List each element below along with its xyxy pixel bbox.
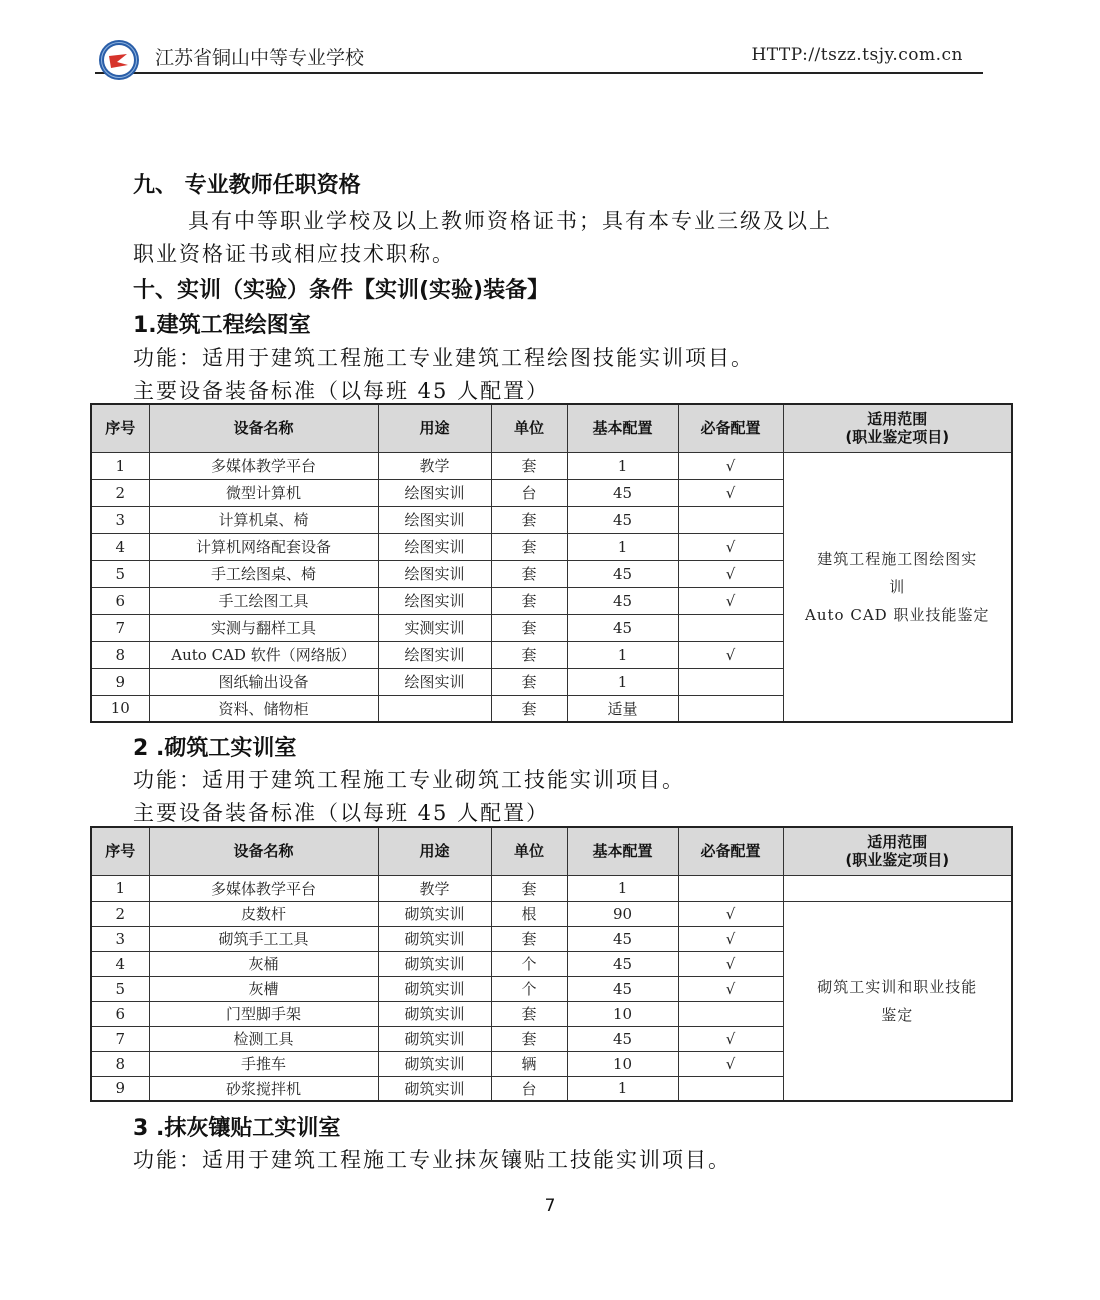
col-no: 序号 xyxy=(91,404,149,452)
cell-basic: 45 xyxy=(567,479,678,506)
cell-required: √ xyxy=(678,533,783,560)
room1-scope-line3: Auto CAD 职业技能鉴定 xyxy=(805,605,990,624)
cell-unit: 套 xyxy=(491,506,567,533)
cell-basic: 45 xyxy=(567,976,678,1001)
cell-use: 砌筑实训 xyxy=(378,1001,491,1026)
cell-use: 砌筑实训 xyxy=(378,1026,491,1051)
school-name: 江苏省铜山中等专业学校 xyxy=(155,47,365,69)
cell-basic: 1 xyxy=(567,533,678,560)
cell-no: 9 xyxy=(91,1076,149,1101)
cell-use: 绘图实训 xyxy=(378,668,491,695)
cell-basic: 1 xyxy=(567,875,678,901)
table-row xyxy=(91,452,1012,479)
cell-required: √ xyxy=(678,1051,783,1076)
col-required: 必备配置 xyxy=(678,404,783,452)
col-name: 设备名称 xyxy=(149,404,378,452)
cell-no: 5 xyxy=(91,560,149,587)
cell-basic: 45 xyxy=(567,926,678,951)
room2-function: 功能：适用于建筑工程施工专业砌筑工技能实训项目。 xyxy=(133,768,685,792)
col-scope xyxy=(783,404,1012,452)
room1-scope-cell xyxy=(783,452,1012,722)
cell-basic: 1 xyxy=(567,452,678,479)
cell-name: 门型脚手架 xyxy=(149,1001,378,1026)
cell-use: 教学 xyxy=(378,452,491,479)
cell-no: 10 xyxy=(91,695,149,722)
cell-unit: 套 xyxy=(491,560,567,587)
cell-basic: 10 xyxy=(567,1051,678,1076)
room1-title: 1.建筑工程绘图室 xyxy=(133,313,311,338)
col-unit: 单位 xyxy=(491,827,567,875)
room1-equipment-table xyxy=(90,403,1013,723)
cell-unit: 套 xyxy=(491,587,567,614)
school-emblem-icon xyxy=(97,38,141,82)
cell-basic: 1 xyxy=(567,668,678,695)
cell-no: 2 xyxy=(91,479,149,506)
cell-required xyxy=(678,695,783,722)
cell-required: √ xyxy=(678,926,783,951)
cell-no: 2 xyxy=(91,901,149,926)
cell-unit: 套 xyxy=(491,452,567,479)
cell-unit: 套 xyxy=(491,668,567,695)
cell-required: √ xyxy=(678,976,783,1001)
col-name: 设备名称 xyxy=(149,827,378,875)
cell-required xyxy=(678,875,783,901)
cell-unit: 套 xyxy=(491,1026,567,1051)
cell-basic: 45 xyxy=(567,560,678,587)
cell-name: 手工绘图工具 xyxy=(149,587,378,614)
col-use: 用途 xyxy=(378,827,491,875)
col-use: 用途 xyxy=(378,404,491,452)
cell-required: √ xyxy=(678,560,783,587)
room2-scope-line2: 鉴定 xyxy=(881,1005,914,1024)
cell-required xyxy=(678,668,783,695)
cell-no: 4 xyxy=(91,533,149,560)
col-scope-line1: 适用范围 xyxy=(867,833,928,852)
cell-required: √ xyxy=(678,641,783,668)
cell-name: 计算机桌、椅 xyxy=(149,506,378,533)
cell-use: 绘图实训 xyxy=(378,479,491,506)
table-row xyxy=(91,875,1012,901)
cell-unit: 套 xyxy=(491,875,567,901)
cell-required: √ xyxy=(678,452,783,479)
cell-required: √ xyxy=(678,951,783,976)
cell-use: 砌筑实训 xyxy=(378,951,491,976)
cell-use: 砌筑实训 xyxy=(378,976,491,1001)
cell-unit: 套 xyxy=(491,641,567,668)
section9-para-line1: 具有中等职业学校及以上教师资格证书；具有本专业三级及以上 xyxy=(188,209,832,233)
cell-no: 9 xyxy=(91,668,149,695)
room2-equipment-table xyxy=(90,826,1013,1102)
cell-use: 绘图实训 xyxy=(378,641,491,668)
room2-title: 2 .砌筑工实训室 xyxy=(133,736,297,761)
cell-required xyxy=(678,614,783,641)
col-basic: 基本配置 xyxy=(567,827,678,875)
cell-name: 微型计算机 xyxy=(149,479,378,506)
col-scope-line2: (职业鉴定项目) xyxy=(845,851,950,870)
section9-para-line2: 职业资格证书或相应技术职称。 xyxy=(133,242,455,266)
page-number: 7 xyxy=(544,1196,556,1216)
cell-name: 计算机网络配套设备 xyxy=(149,533,378,560)
cell-use: 绘图实训 xyxy=(378,506,491,533)
col-unit: 单位 xyxy=(491,404,567,452)
cell-no: 7 xyxy=(91,1026,149,1051)
room1-standard: 主要设备装备标准（以每班 45 人配置） xyxy=(133,379,550,403)
cell-name: Auto CAD 软件（网络版） xyxy=(149,641,378,668)
cell-no: 8 xyxy=(91,1051,149,1076)
cell-required xyxy=(678,506,783,533)
cell-unit: 套 xyxy=(491,533,567,560)
cell-no: 4 xyxy=(91,951,149,976)
room1-scope-line1: 建筑工程施工图绘图实 xyxy=(817,549,978,568)
room2-scope-line1: 砌筑工实训和职业技能 xyxy=(817,977,978,996)
cell-use: 砌筑实训 xyxy=(378,926,491,951)
cell-basic: 45 xyxy=(567,614,678,641)
cell-unit: 套 xyxy=(491,1001,567,1026)
cell-no: 3 xyxy=(91,926,149,951)
cell-required: √ xyxy=(678,1026,783,1051)
cell-use: 砌筑实训 xyxy=(378,1051,491,1076)
room2-standard: 主要设备装备标准（以每班 45 人配置） xyxy=(133,801,550,825)
cell-required: √ xyxy=(678,479,783,506)
cell-required: √ xyxy=(678,587,783,614)
cell-unit: 个 xyxy=(491,951,567,976)
cell-basic: 45 xyxy=(567,587,678,614)
cell-name: 图纸输出设备 xyxy=(149,668,378,695)
table-header-row xyxy=(91,827,1012,875)
cell-use: 砌筑实训 xyxy=(378,901,491,926)
cell-unit: 台 xyxy=(491,479,567,506)
section10-title: 十、实训（实验）条件【实训(实验)装备】 xyxy=(133,278,550,303)
cell-no: 1 xyxy=(91,875,149,901)
cell-name: 手工绘图桌、椅 xyxy=(149,560,378,587)
cell-name: 手推车 xyxy=(149,1051,378,1076)
cell-no: 7 xyxy=(91,614,149,641)
col-basic: 基本配置 xyxy=(567,404,678,452)
cell-unit: 个 xyxy=(491,976,567,1001)
col-scope xyxy=(783,827,1012,875)
cell-unit: 根 xyxy=(491,901,567,926)
col-scope-line1: 适用范围 xyxy=(867,410,928,429)
cell-use: 砌筑实训 xyxy=(378,1076,491,1101)
cell-required: √ xyxy=(678,901,783,926)
cell-name: 灰槽 xyxy=(149,976,378,1001)
cell-name: 实测与翻样工具 xyxy=(149,614,378,641)
cell-name: 多媒体教学平台 xyxy=(149,875,378,901)
cell-basic: 90 xyxy=(567,901,678,926)
cell-basic: 1 xyxy=(567,1076,678,1101)
cell-scope-empty xyxy=(783,875,1012,901)
cell-basic: 1 xyxy=(567,641,678,668)
cell-use: 教学 xyxy=(378,875,491,901)
school-url[interactable]: HTTP://tszz.tsjy.com.cn xyxy=(751,45,963,65)
cell-unit: 套 xyxy=(491,614,567,641)
cell-name: 皮数杆 xyxy=(149,901,378,926)
section9-title: 九、 专业教师任职资格 xyxy=(133,173,361,198)
cell-use: 绘图实训 xyxy=(378,533,491,560)
cell-use xyxy=(378,695,491,722)
cell-unit: 台 xyxy=(491,1076,567,1101)
cell-no: 5 xyxy=(91,976,149,1001)
cell-basic: 45 xyxy=(567,951,678,976)
table-row xyxy=(91,901,1012,926)
room2-scope-cell xyxy=(783,901,1012,1101)
cell-name: 灰桶 xyxy=(149,951,378,976)
cell-no: 1 xyxy=(91,452,149,479)
table-header-row xyxy=(91,404,1012,452)
col-no: 序号 xyxy=(91,827,149,875)
room1-scope-line2: 训 xyxy=(889,577,906,596)
room1-function: 功能：适用于建筑工程施工专业建筑工程绘图技能实训项目。 xyxy=(133,346,754,370)
cell-basic: 45 xyxy=(567,506,678,533)
cell-basic: 45 xyxy=(567,1026,678,1051)
cell-name: 多媒体教学平台 xyxy=(149,452,378,479)
col-scope-line2: (职业鉴定项目) xyxy=(845,428,950,447)
cell-no: 3 xyxy=(91,506,149,533)
cell-no: 6 xyxy=(91,587,149,614)
cell-name: 砂浆搅拌机 xyxy=(149,1076,378,1101)
cell-unit: 套 xyxy=(491,695,567,722)
cell-unit: 辆 xyxy=(491,1051,567,1076)
cell-use: 绘图实训 xyxy=(378,560,491,587)
cell-use: 绘图实训 xyxy=(378,587,491,614)
page-header xyxy=(95,34,983,74)
cell-name: 砌筑手工工具 xyxy=(149,926,378,951)
col-required: 必备配置 xyxy=(678,827,783,875)
cell-required xyxy=(678,1001,783,1026)
cell-no: 6 xyxy=(91,1001,149,1026)
room3-function: 功能：适用于建筑工程施工专业抹灰镶贴工技能实训项目。 xyxy=(133,1148,731,1172)
cell-name: 资料、储物柜 xyxy=(149,695,378,722)
cell-use: 实测实训 xyxy=(378,614,491,641)
cell-basic: 适量 xyxy=(567,695,678,722)
cell-no: 8 xyxy=(91,641,149,668)
room3-title: 3 .抹灰镶贴工实训室 xyxy=(133,1116,341,1141)
cell-basic: 10 xyxy=(567,1001,678,1026)
cell-required xyxy=(678,1076,783,1101)
cell-unit: 套 xyxy=(491,926,567,951)
cell-name: 检测工具 xyxy=(149,1026,378,1051)
